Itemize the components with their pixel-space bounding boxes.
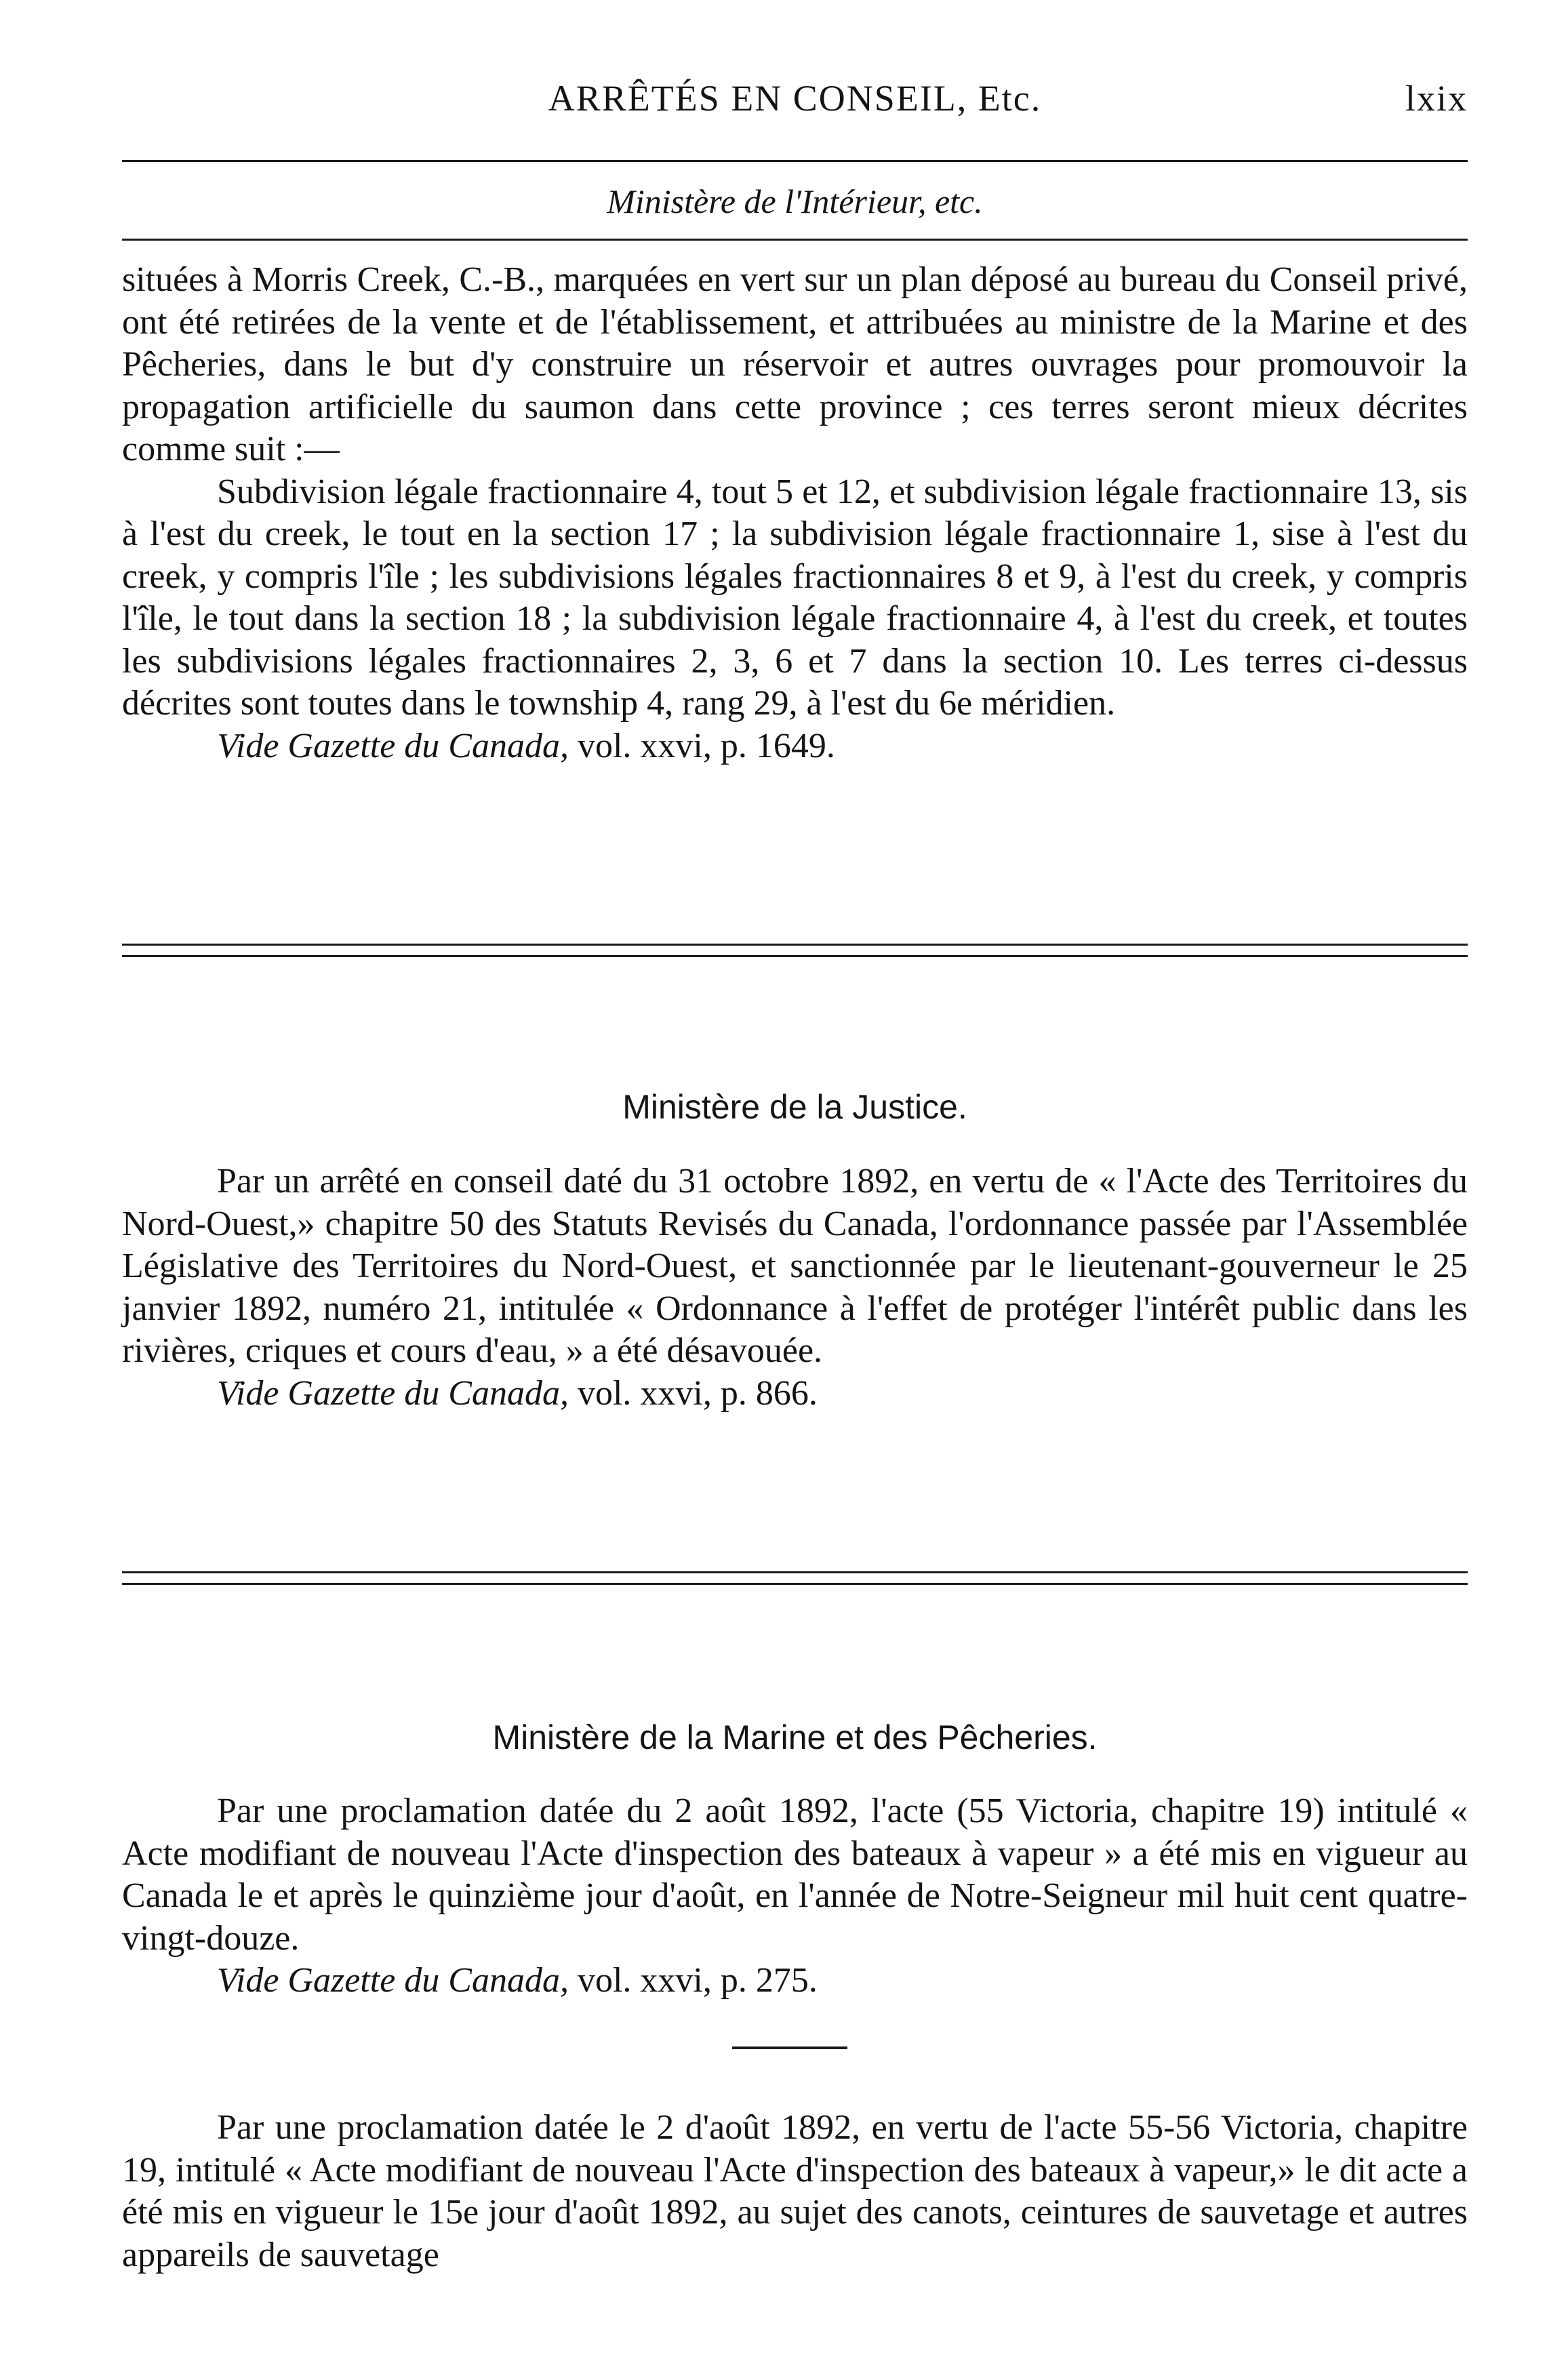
marine-text-1: [122, 1790, 1468, 2002]
marine-paragraph-1: Par une proclamation datée du 2 août 1892, l'acte (55 Victoria, chapitre 19) intitulé « Acte modifiant de nouveau l'Acte d'inspection des bateaux à vapeur » a été mis en vigueur au Canada le et après le quinzième jour d'août, en l'année de Notre-Seigneur mil huit cent quatre-vingt-douze.: [122, 1792, 1468, 1958]
section-title-justice: Ministère de la Justice.: [622, 1088, 967, 1126]
marine-text-2: [122, 2107, 1468, 2276]
justice-text: [122, 1161, 1468, 1415]
gazette-reference-volume: vol. xxvi, p. 275.: [577, 1961, 818, 2000]
gazette-reference-volume: vol. xxvi, p. 866.: [577, 1373, 818, 1413]
section-divider-double-rule: [122, 1571, 1468, 1585]
gazette-reference: [122, 725, 1468, 768]
gazette-reference-label: Vide Gazette du Canada,: [217, 1373, 569, 1413]
gazette-reference: [122, 1373, 1468, 1415]
marine-paragraph-2: Par une proclamation datée le 2 d'août 1892, en vertu de l'acte 55-56 Victoria, chapitre 19, intitulé « Acte modifiant de nouveau l'Acte d'inspection des bateaux à vapeur,» le dit acte a été mis en vigueur le 15e jour d'août 1892, au sujet des canots, ceintures de sauvetage et autres appareils de sauvetage: [122, 2108, 1468, 2274]
header-rule-top: [122, 160, 1468, 162]
section-title-marine: Ministère de la Marine et des Pêcheries.: [492, 1718, 1098, 1756]
land-description-paragraph: Subdivision légale fractionnaire 4, tout 5 et 12, et subdivision légale fractionnaire 13, sis à l'est du creek, le tout en la section 17 ; la subdivision légale fractionnaire 1, sise à l'est du creek, y compris l'île ; les subdivisions légales fractionnaires 8 et 9, à l'est du creek, y compris l'île, le tout dans la section 18 ; la subdivision légale fractionnaire 4, à l'est du creek, et toutes les subdivisions légales fractionnaires 2, 3, 6 et 7 dans la section 10. Les terres ci-dessus décrites sont toutes dans le township 4, rang 29, à l'est du 6e méridien.: [122, 472, 1468, 723]
gazette-reference-label: Vide Gazette du Canada,: [217, 1961, 569, 2000]
section-divider-double-rule: [122, 944, 1468, 957]
page-header: [122, 68, 1468, 129]
gazette-reference-label: Vide Gazette du Canada,: [217, 726, 569, 765]
page-number: lxix: [1405, 78, 1468, 119]
section-subtitle: Ministère de l'Intérieur, etc.: [607, 182, 983, 220]
gazette-reference-volume: vol. xxvi, p. 1649.: [577, 726, 835, 765]
running-title: ARRÊTÉS EN CONSEIL, Etc.: [548, 78, 1042, 119]
gazette-reference: [122, 1960, 1468, 2002]
header-rule-bottom: [122, 239, 1468, 241]
continuation-text: [122, 259, 1468, 767]
continuation-paragraph: situées à Morris Creek, C.-B., marquées en vert sur un plan déposé au bureau du Conseil privé, ont été retirées de la vente et de l'établissement, et attribuées au ministre de la Marine et des Pêcheries, dans le but d'y construire un réservoir et autres ouvrages pour promouvoir la propagation artificielle du saumon dans cette province ; ces terres seront mieux décrites comme suit :—: [122, 260, 1468, 468]
justice-paragraph: Par un arrêté en conseil daté du 31 octobre 1892, en vertu de « l'Acte des Territoires du Nord-Ouest,» chapitre 50 des Statuts Revisés du Canada, l'ordonnance passée par l'Assemblée Législative des Territoires du Nord-Ouest, et sanctionnée par le lieutenant-gouverneur le 25 janvier 1892, numéro 21, intitulée « Ordonnance à l'effet de protéger l'intérêt public dans les rivières, criques et cours d'eau, » a été désavouée.: [122, 1162, 1468, 1370]
short-separator-rule: [732, 2046, 847, 2049]
